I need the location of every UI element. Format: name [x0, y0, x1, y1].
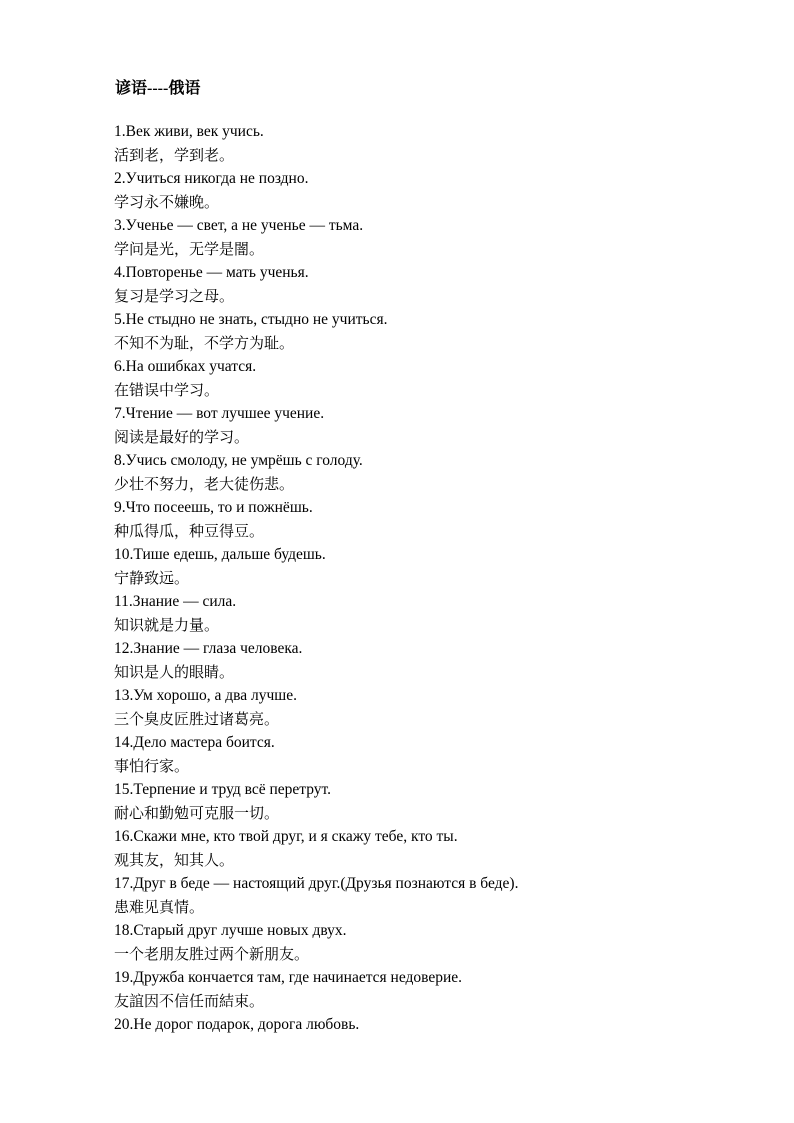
proverb-entry: [114, 543, 774, 590]
russian-proverb: 18.Старый друг лучше новых двух.: [114, 922, 347, 939]
proverb-entry: [114, 355, 774, 402]
russian-proverb: 1.Век живи, век учись.: [114, 123, 264, 140]
proverb-entry: [114, 214, 774, 261]
russian-proverb: 4.Повторенье — мать ученья.: [114, 264, 309, 281]
russian-proverb: 20.Не дорог подарок, дорога любовь.: [114, 1016, 360, 1033]
chinese-translation: 耐心和勤勉可克服一切。: [114, 803, 280, 822]
proverb-entry: [114, 167, 774, 214]
russian-proverb: 2.Учиться никогда не поздно.: [114, 170, 309, 187]
proverb-entry: [114, 731, 774, 778]
russian-proverb: 15.Терпение и труд всё перетрут.: [114, 781, 332, 798]
chinese-translation: 宁静致远。: [114, 568, 190, 587]
proverb-entry: [114, 872, 774, 919]
chinese-translation: 友誼因不信任而結束。: [114, 991, 265, 1010]
russian-proverb: 14.Дело мастера боится.: [114, 734, 275, 751]
chinese-translation: 三个臭皮匠胜过诸葛亮。: [114, 709, 280, 728]
proverb-entry: [114, 825, 774, 872]
russian-proverb: 17.Друг в беде — настоящий друг.(Друзья познаются в беде).: [114, 875, 519, 892]
russian-proverb: 10.Тише едешь, дальше будешь.: [114, 546, 326, 563]
chinese-translation: 学习永不嫌晚。: [114, 192, 220, 211]
russian-proverb: 6.На ошибках учатся.: [114, 358, 257, 375]
proverb-entry: [114, 590, 774, 637]
chinese-translation: 学问是光，无学是闇。: [114, 239, 265, 258]
chinese-translation: 种瓜得瓜，种豆得豆。: [114, 521, 265, 540]
russian-proverb: 16.Скажи мне, кто твой друг, и я скажу тебе, кто ты.: [114, 828, 458, 845]
proverb-entry: [114, 120, 774, 167]
russian-proverb: 12.Знание — глаза человека.: [114, 640, 303, 657]
proverb-entry: [114, 308, 774, 355]
chinese-translation: 不知不为耻，不学方为耻。: [114, 333, 295, 352]
chinese-translation: 知识就是力量。: [114, 615, 220, 634]
russian-proverb: 9.Что посеешь, то и пожнёшь.: [114, 499, 313, 516]
chinese-translation: 复习是学习之母。: [114, 286, 235, 305]
chinese-translation: 在错误中学习。: [114, 380, 220, 399]
proverb-entry: [114, 778, 774, 825]
chinese-translation: 知识是人的眼睛。: [114, 662, 235, 681]
chinese-translation: 一个老朋友胜过两个新朋友。: [114, 944, 310, 963]
proverb-entry: [114, 402, 774, 449]
chinese-translation: 观其友，知其人。: [114, 850, 235, 869]
proverb-entry: [114, 261, 774, 308]
russian-proverb: 3.Ученье — свет, а не ученье — тьма.: [114, 217, 364, 234]
russian-proverb: 7.Чтение — вот лучшее учение.: [114, 405, 325, 422]
proverb-list: [114, 120, 774, 1037]
chinese-translation: 活到老，学到老。: [114, 145, 235, 164]
proverb-entry: [114, 449, 774, 496]
russian-proverb: 13.Ум хорошо, а два лучше.: [114, 687, 297, 704]
proverb-entry: [114, 496, 774, 543]
chinese-translation: 患难见真情。: [114, 897, 205, 916]
chinese-translation: 少壮不努力，老大徒伤悲。: [114, 474, 295, 493]
russian-proverb: 5.Не стыдно не знать, стыдно не учиться.: [114, 311, 388, 328]
proverb-entry: [114, 966, 774, 1013]
proverb-entry: [114, 684, 774, 731]
proverb-entry: [114, 919, 774, 966]
russian-proverb: 8.Учись смолоду, не умрёшь с голоду.: [114, 452, 363, 469]
proverb-entry: [114, 637, 774, 684]
proverb-entry: [114, 1013, 774, 1037]
chinese-translation: 阅读是最好的学习。: [114, 427, 250, 446]
chinese-translation: 事怕行家。: [114, 756, 190, 775]
page-title: 谚语----俄语: [115, 80, 201, 97]
russian-proverb: 11.Знание — сила.: [114, 593, 237, 610]
russian-proverb: 19.Дружба кончается там, где начинается недоверие.: [114, 969, 463, 986]
